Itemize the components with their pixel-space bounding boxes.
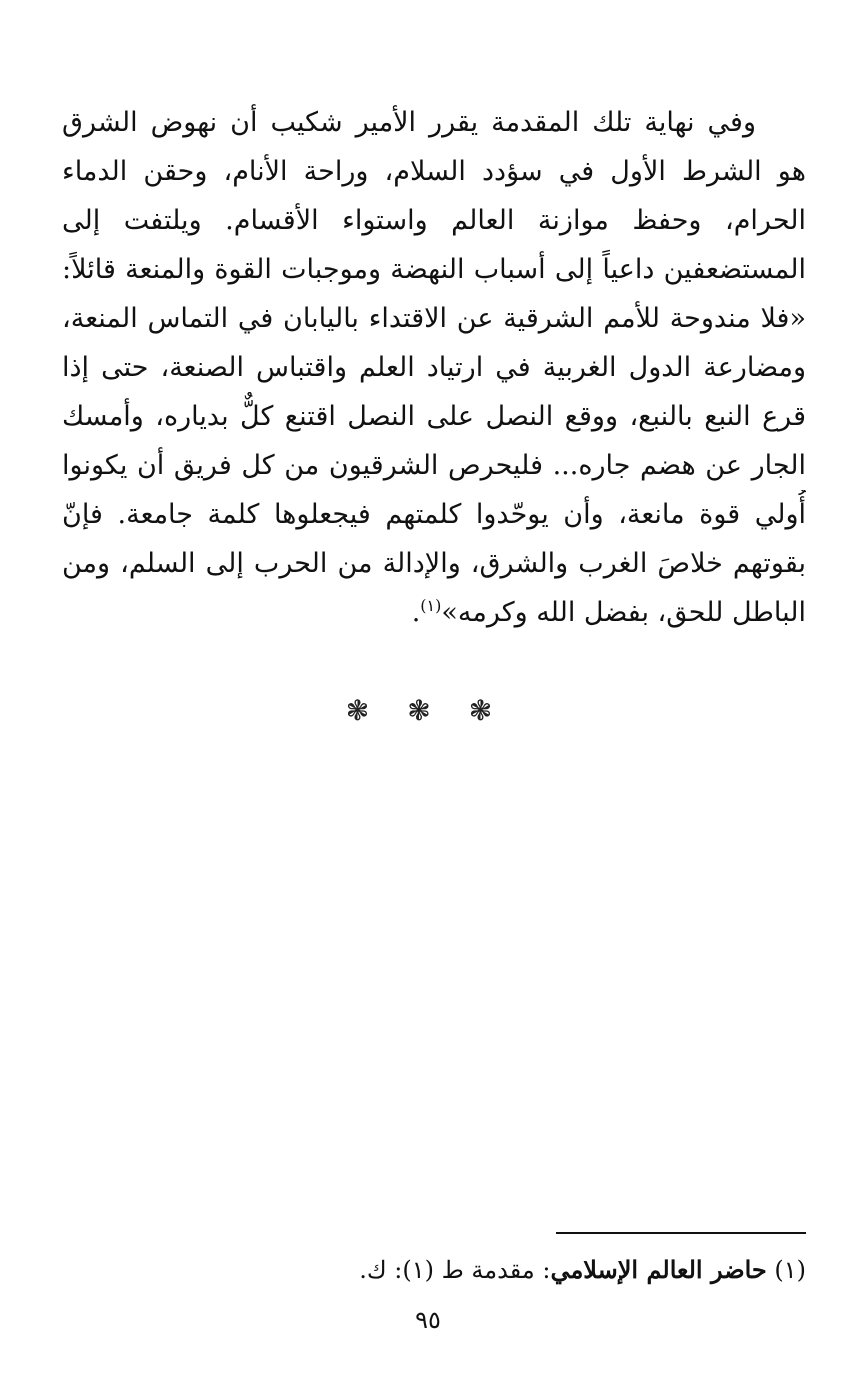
text-line: بقوتهم خلاصَ الغرب والشرق، والإدالة من الحرب إلى السلم، ومن [62, 548, 806, 579]
footnote-details: : مقدمة ط (١): ك. [359, 1256, 551, 1284]
ornament-flower-icon: ❃ [345, 694, 388, 727]
page-number: ٩٥ [415, 1306, 441, 1334]
text-line: أُولي قوة مانعة، وأن يوحّدوا كلمتهم فيجعلوها كلمة جامعة. فإنّ [62, 499, 806, 530]
last-line-text: الباطل للحق، بفضل الله وكرمه» [441, 597, 806, 628]
last-line-end: . [411, 597, 421, 628]
text-line: «فلا مندوحة للأمم الشرقية عن الاقتداء باليابان في التماس المنعة، [62, 303, 806, 334]
footnote-reference: (١) [420, 596, 442, 615]
footnote [62, 1250, 806, 1290]
footnote-source-title: حاضر العالم الإسلامي [550, 1255, 767, 1284]
body-paragraph [62, 98, 806, 637]
text-line: المستضعفين داعياً إلى أسباب النهضة وموجبات القوة والمنعة قائلاً: [62, 254, 806, 285]
footnote-number: (١) [774, 1256, 806, 1284]
text-line: ومضارعة الدول الغربية في ارتياد العلم واقتباس الصنعة، حتى إذا [62, 352, 806, 383]
text-line: الجار عن هضم جاره... فليحرص الشرقيون من كل فريق أن يكونوا [62, 450, 806, 481]
text-line: وفي نهاية تلك المقدمة يقرر الأمير شكيب أن نهوض الشرق [62, 107, 756, 138]
ornament-flower-icon: ❃ [407, 694, 449, 727]
section-ornaments [0, 694, 856, 727]
text-line: قرع النبع بالنبع، ووقع النصل على النصل اقتنع كلٌّ بدياره، وأمسك [62, 401, 806, 432]
footnote-divider [556, 1232, 806, 1234]
text-line: الحرام، وحفظ موازنة العالم واستواء الأقسام. ويلتفت إلى [62, 205, 806, 236]
text-line-last [62, 588, 806, 637]
text-line: هو الشرط الأول في سؤدد السلام، وراحة الأنام، وحقن الدماء [62, 156, 806, 187]
ornament-flower-icon: ❃ [468, 694, 511, 727]
